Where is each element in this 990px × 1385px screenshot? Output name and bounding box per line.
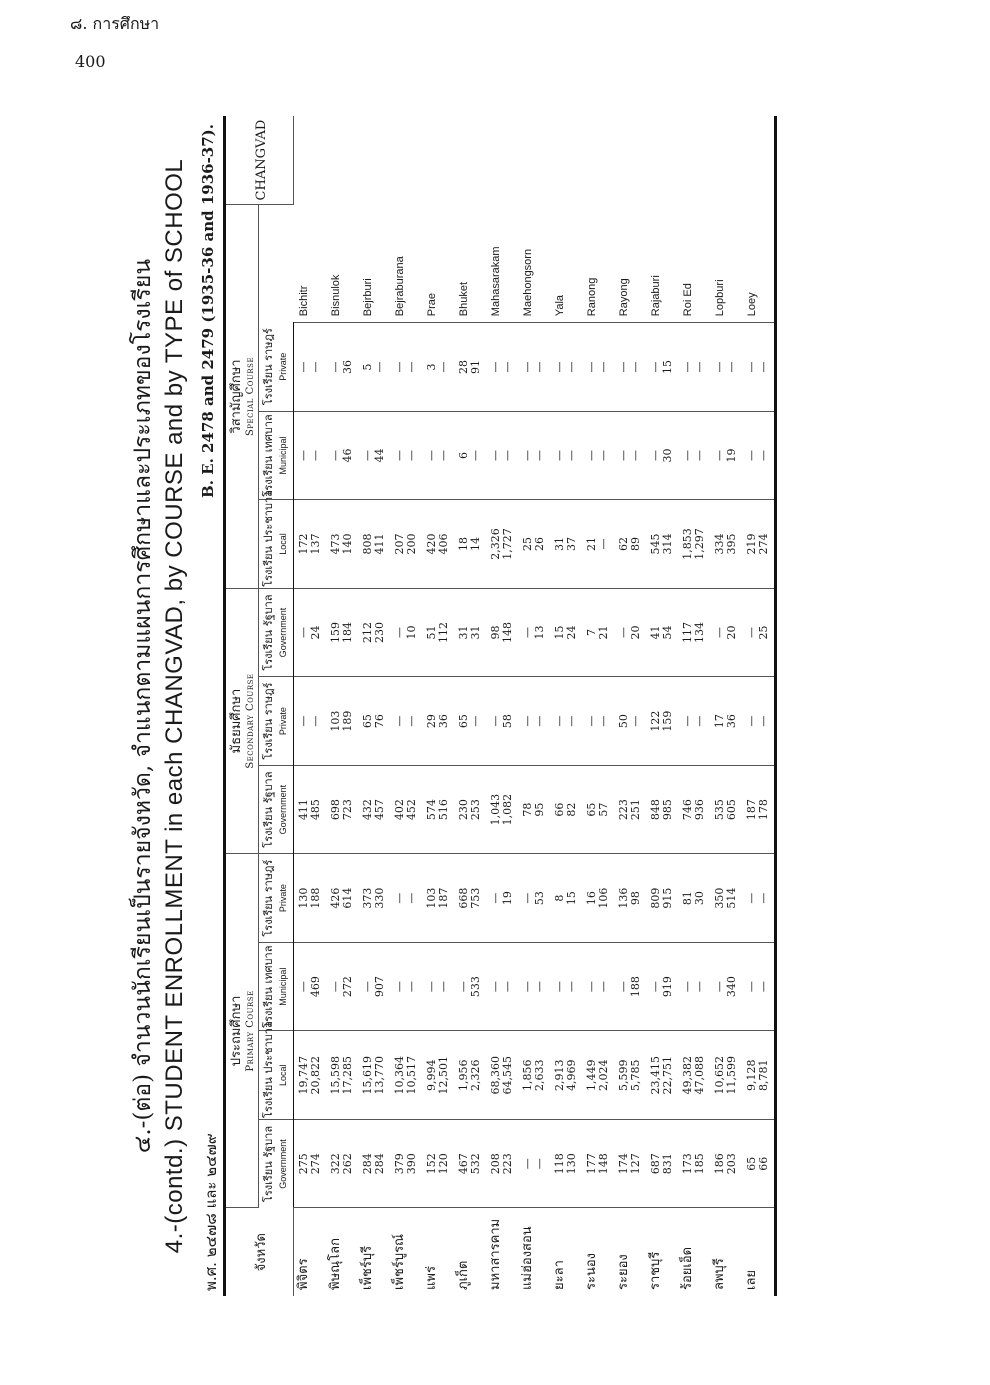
cell-special-government: 31 31: [454, 588, 486, 677]
cell-special-local: 1,853 1,297: [678, 500, 710, 589]
table-row: [678, 116, 710, 1296]
cell-special-municipal: — —: [422, 411, 454, 500]
table-row: [454, 116, 486, 1296]
cell-special-local: 21 —: [582, 500, 614, 589]
changvad-name-english: Bisnulok: [326, 205, 358, 323]
page-header: ๘. การศึกษา: [70, 14, 160, 33]
cell-special-municipal: — 44: [358, 411, 390, 500]
cell-secondary-private: 17 36: [710, 677, 742, 766]
years-english: B. E. 2478 and 2479 (1935-36 and 1936-37).: [199, 124, 217, 498]
cell-primary-private: 136 98: [614, 854, 646, 943]
changvad-name-english: Maehongsorn: [518, 205, 550, 323]
cell-special-government: 15 24: [550, 588, 582, 677]
changvad-name-thai: ระยอง: [616, 1254, 631, 1290]
cell-secondary-government: 223 251: [614, 765, 646, 854]
cell-primary-government: 177 148: [582, 1119, 614, 1208]
cell-special-private: — —: [614, 323, 646, 412]
cell-primary-private: 350 514: [710, 854, 742, 943]
changvad-name-thai: มหาสารคาม: [488, 1218, 503, 1290]
table-row: [390, 116, 422, 1296]
header-changvad-thai: จังหวัด: [225, 1208, 294, 1296]
cell-primary-municipal: — 533: [454, 942, 486, 1031]
cell-secondary-government: 78 95: [518, 765, 550, 854]
cell-primary-municipal: — —: [518, 942, 550, 1031]
cell-special-government: 51 112: [422, 588, 454, 677]
cell-special-municipal: — —: [678, 411, 710, 500]
cell-special-municipal: — —: [550, 411, 582, 500]
rotated-table-block: [125, 116, 865, 1296]
cell-primary-government: 174 127: [614, 1119, 646, 1208]
table-row: [486, 116, 518, 1296]
changvad-name-english: Bhuket: [454, 205, 486, 323]
enrollment-table: [223, 116, 777, 1296]
table-row: [710, 116, 742, 1296]
cell-special-private: — —: [390, 323, 422, 412]
cell-special-government: — 24: [294, 588, 327, 677]
cell-primary-local: 5,599 5,785: [614, 1031, 646, 1120]
changvad-name-thai: ราชบุรี: [648, 1251, 663, 1290]
cell-special-municipal: — 19: [710, 411, 742, 500]
header-secondary: มัธยมศึกษา Secondary Course: [225, 588, 259, 854]
cell-secondary-private: 103 189: [326, 677, 358, 766]
cell-primary-municipal: — —: [422, 942, 454, 1031]
cell-primary-local: 68,360 64,545: [486, 1031, 518, 1120]
cell-secondary-private: — —: [390, 677, 422, 766]
changvad-name-thai: ลพบุรี: [712, 1258, 727, 1290]
changvad-name-thai: พิษณุโลก: [328, 1237, 343, 1290]
cell-primary-private: — 19: [486, 854, 518, 943]
cell-primary-local: 1,856 2,633: [518, 1031, 550, 1120]
cell-primary-municipal: — —: [390, 942, 422, 1031]
page-number: 400: [75, 52, 106, 71]
cell-special-private: — —: [518, 323, 550, 412]
cell-secondary-private: 65 76: [358, 677, 390, 766]
cell-secondary-government: 432 457: [358, 765, 390, 854]
cell-primary-municipal: — 272: [326, 942, 358, 1031]
cell-primary-private: 426 614: [326, 854, 358, 943]
cell-primary-local: 1,449 2,024: [582, 1031, 614, 1120]
cell-primary-municipal: — 340: [710, 942, 742, 1031]
cell-primary-local: 9,994 12,501: [422, 1031, 454, 1120]
cell-secondary-private: — —: [678, 677, 710, 766]
cell-special-government: 41 54: [646, 588, 678, 677]
changvad-name-english: Loey: [742, 205, 776, 323]
cell-primary-private: 103 187: [422, 854, 454, 943]
table-row: [358, 116, 390, 1296]
cell-secondary-private: 29 36: [422, 677, 454, 766]
table-row: [550, 116, 582, 1296]
subheader-primary-private: โรงเรียน ราษฎร์ Private: [259, 854, 294, 943]
cell-secondary-private: — —: [518, 677, 550, 766]
cell-special-private: 5 —: [358, 323, 390, 412]
cell-primary-private: — 53: [518, 854, 550, 943]
cell-primary-municipal: — —: [678, 942, 710, 1031]
cell-secondary-government: 698 723: [326, 765, 358, 854]
cell-special-local: 334 395: [710, 500, 742, 589]
cell-secondary-government: 230 253: [454, 765, 486, 854]
cell-primary-municipal: — 919: [646, 942, 678, 1031]
changvad-name-thai: ยะลา: [552, 1260, 567, 1290]
cell-primary-local: 1,956 2,326: [454, 1031, 486, 1120]
cell-primary-local: 49,382 47,088: [678, 1031, 710, 1120]
subheader-primary-local: โรงเรียน ประชาบาล Local: [259, 1031, 294, 1120]
cell-secondary-government: 535 605: [710, 765, 742, 854]
cell-primary-private: — —: [390, 854, 422, 943]
cell-special-municipal: — —: [518, 411, 550, 500]
table-body: [294, 116, 776, 1296]
cell-primary-government: 152 120: [422, 1119, 454, 1208]
cell-special-government: — 10: [390, 588, 422, 677]
subheader-special-private: โรงเรียน ราษฎร์ Private: [259, 323, 294, 412]
cell-special-municipal: — 30: [646, 411, 678, 500]
changvad-name-thai: พิจิตร: [296, 1258, 311, 1290]
changvad-name-thai: แม่ฮ่องสอน: [520, 1226, 535, 1290]
cell-special-municipal: — —: [294, 411, 327, 500]
cell-special-municipal: — —: [582, 411, 614, 500]
changvad-name-thai: เพ็ชร์บูรณ์: [392, 1233, 407, 1290]
cell-secondary-private: — —: [294, 677, 327, 766]
cell-primary-municipal: — —: [486, 942, 518, 1031]
cell-primary-private: 130 188: [294, 854, 327, 943]
cell-primary-government: 284 284: [358, 1119, 390, 1208]
cell-secondary-government: 848 985: [646, 765, 678, 854]
cell-primary-government: 275 274: [294, 1119, 327, 1208]
cell-primary-government: 118 130: [550, 1119, 582, 1208]
table-title-thai: ๔.-(ต่อ) จำนวนนักเรียนเป็นรายจังหวัด, จำแนกตามแผนการศึกษาและประเภทของโรงเรียน: [130, 258, 156, 1154]
cell-primary-private: 16 106: [582, 854, 614, 943]
changvad-name-thai: เลย: [744, 1269, 759, 1290]
changvad-name-english: Rayong: [614, 205, 646, 323]
cell-primary-government: 186 203: [710, 1119, 742, 1208]
cell-special-municipal: — —: [614, 411, 646, 500]
subheader-special-local: โรงเรียน ประชาบาล Local: [259, 500, 294, 589]
cell-special-government: — 20: [710, 588, 742, 677]
cell-special-government: 7 21: [582, 588, 614, 677]
cell-secondary-government: 65 57: [582, 765, 614, 854]
cell-special-private: — —: [742, 323, 776, 412]
changvad-name-thai: ร้อยเอ็ด: [680, 1246, 695, 1290]
cell-special-government: — 25: [742, 588, 776, 677]
cell-secondary-private: 50 —: [614, 677, 646, 766]
cell-secondary-government: 187 178: [742, 765, 776, 854]
cell-primary-government: 208 223: [486, 1119, 518, 1208]
cell-primary-local: 23,415 22,751: [646, 1031, 678, 1120]
subheader-special-government: โรงเรียน รัฐบาล Government: [259, 588, 294, 677]
cell-special-local: 31 37: [550, 500, 582, 589]
cell-secondary-private: — —: [582, 677, 614, 766]
cell-secondary-government: 411 485: [294, 765, 327, 854]
cell-primary-private: 81 30: [678, 854, 710, 943]
cell-secondary-private: 122 159: [646, 677, 678, 766]
cell-special-local: 2,326 1,727: [486, 500, 518, 589]
cell-special-local: 545 314: [646, 500, 678, 589]
cell-special-local: 473 140: [326, 500, 358, 589]
cell-special-municipal: — —: [486, 411, 518, 500]
table-title-english: 4.-(contd.) STUDENT ENROLLMENT in each CHANGVAD, by COURSE and by TYPE of SCHOOL: [161, 158, 188, 1254]
cell-primary-local: 15,619 13,770: [358, 1031, 390, 1120]
cell-primary-private: 373 330: [358, 854, 390, 943]
cell-primary-municipal: — 188: [614, 942, 646, 1031]
cell-secondary-government: 66 82: [550, 765, 582, 854]
cell-primary-private: 8 15: [550, 854, 582, 943]
cell-secondary-government: 402 452: [390, 765, 422, 854]
cell-special-government: 159 184: [326, 588, 358, 677]
cell-primary-local: 2,913 4,969: [550, 1031, 582, 1120]
cell-special-government: 212 230: [358, 588, 390, 677]
cell-special-local: 219 274: [742, 500, 776, 589]
cell-special-private: 3 —: [422, 323, 454, 412]
cell-primary-municipal: — —: [582, 942, 614, 1031]
cell-special-municipal: — —: [742, 411, 776, 500]
table-row: [582, 116, 614, 1296]
table-row: [614, 116, 646, 1296]
cell-special-municipal: 6 —: [454, 411, 486, 500]
cell-primary-municipal: — 907: [358, 942, 390, 1031]
cell-special-local: 808 411: [358, 500, 390, 589]
cell-primary-local: 9,128 8,781: [742, 1031, 776, 1120]
cell-primary-municipal: — —: [742, 942, 776, 1031]
cell-special-private: — 36: [326, 323, 358, 412]
table-row: [742, 116, 776, 1296]
changvad-name-thai: เพ็ชร์บุรี: [360, 1245, 375, 1290]
cell-primary-local: 15,598 17,285: [326, 1031, 358, 1120]
cell-primary-government: 173 185: [678, 1119, 710, 1208]
cell-primary-municipal: — —: [550, 942, 582, 1031]
cell-special-local: 25 26: [518, 500, 550, 589]
changvad-name-thai: ภูเก็ต: [456, 1260, 471, 1290]
subheader-primary-government: โรงเรียน รัฐบาล Government: [259, 1119, 294, 1208]
cell-special-government: 117 134: [678, 588, 710, 677]
cell-primary-private: 809 915: [646, 854, 678, 943]
cell-special-government: — 20: [614, 588, 646, 677]
cell-secondary-private: — —: [742, 677, 776, 766]
cell-special-local: 18 14: [454, 500, 486, 589]
changvad-name-thai: ระนอง: [584, 1252, 599, 1290]
cell-special-private: — —: [582, 323, 614, 412]
changvad-name-english: Roi Ed: [678, 205, 710, 323]
cell-primary-private: 668 753: [454, 854, 486, 943]
cell-special-local: 172 137: [294, 500, 327, 589]
subheader-secondary-government: โรงเรียน รัฐบาล Government: [259, 765, 294, 854]
cell-primary-government: — —: [518, 1119, 550, 1208]
cell-special-local: 62 89: [614, 500, 646, 589]
cell-primary-government: 322 262: [326, 1119, 358, 1208]
cell-primary-government: 379 390: [390, 1119, 422, 1208]
cell-special-private: — —: [294, 323, 327, 412]
cell-special-municipal: — —: [390, 411, 422, 500]
changvad-name-english: Prae: [422, 205, 454, 323]
cell-secondary-private: — 58: [486, 677, 518, 766]
cell-primary-government: 65 66: [742, 1119, 776, 1208]
cell-special-government: 98 148: [486, 588, 518, 677]
changvad-name-english: Mahasarakam: [486, 205, 518, 323]
cell-special-private: — 15: [646, 323, 678, 412]
changvad-name-english: Bejrburi: [358, 205, 390, 323]
table-row: [518, 116, 550, 1296]
changvad-name-english: Yala: [550, 205, 582, 323]
cell-special-private: — —: [678, 323, 710, 412]
changvad-name-english: Lopburi: [710, 205, 742, 323]
subheader-secondary-private: โรงเรียน ราษฎร์ Private: [259, 677, 294, 766]
changvad-name-english: Bichitr: [294, 205, 327, 323]
table-row: [294, 116, 327, 1296]
cell-special-local: 207 200: [390, 500, 422, 589]
table-row: [646, 116, 678, 1296]
header-special: วิสามัญศึกษา Special Course: [225, 205, 259, 589]
cell-secondary-government: 574 516: [422, 765, 454, 854]
changvad-name-thai: แพร่: [424, 1266, 439, 1290]
table-row: [326, 116, 358, 1296]
cell-primary-local: 10,652 11,599: [710, 1031, 742, 1120]
cell-secondary-government: 746 936: [678, 765, 710, 854]
subheader-primary-municipal: โรงเรียน เทศบาล Municipal: [259, 942, 294, 1031]
subheader-row: [259, 116, 294, 1296]
cell-primary-private: — —: [742, 854, 776, 943]
cell-special-private: — —: [550, 323, 582, 412]
cell-special-private: 28 91: [454, 323, 486, 412]
cell-primary-government: 467 532: [454, 1119, 486, 1208]
cell-primary-local: 10,364 10,517: [390, 1031, 422, 1120]
header-changvad-english: CHANGVAD: [225, 116, 294, 205]
cell-special-government: — 13: [518, 588, 550, 677]
changvad-name-english: Ranong: [582, 205, 614, 323]
years-thai: พ.ศ. ๒๔๗๘ และ ๒๔๗๙: [202, 1133, 220, 1291]
cell-primary-local: 19,747 20,822: [294, 1031, 327, 1120]
cell-primary-government: 687 831: [646, 1119, 678, 1208]
cell-special-private: — —: [710, 323, 742, 412]
header-primary: ประถมศึกษา Primary Course: [225, 854, 259, 1208]
subheader-special-municipal: โรงเรียน เทศบาล Municipal: [259, 411, 294, 500]
cell-secondary-private: — —: [550, 677, 582, 766]
table-row: [422, 116, 454, 1296]
changvad-name-english: Rajaburi: [646, 205, 678, 323]
cell-special-local: 420 406: [422, 500, 454, 589]
cell-secondary-private: 65 —: [454, 677, 486, 766]
cell-special-municipal: — 46: [326, 411, 358, 500]
cell-secondary-government: 1,043 1,082: [486, 765, 518, 854]
cell-primary-municipal: — 469: [294, 942, 327, 1031]
changvad-name-english: Bejraburana: [390, 205, 422, 323]
cell-special-private: — —: [486, 323, 518, 412]
